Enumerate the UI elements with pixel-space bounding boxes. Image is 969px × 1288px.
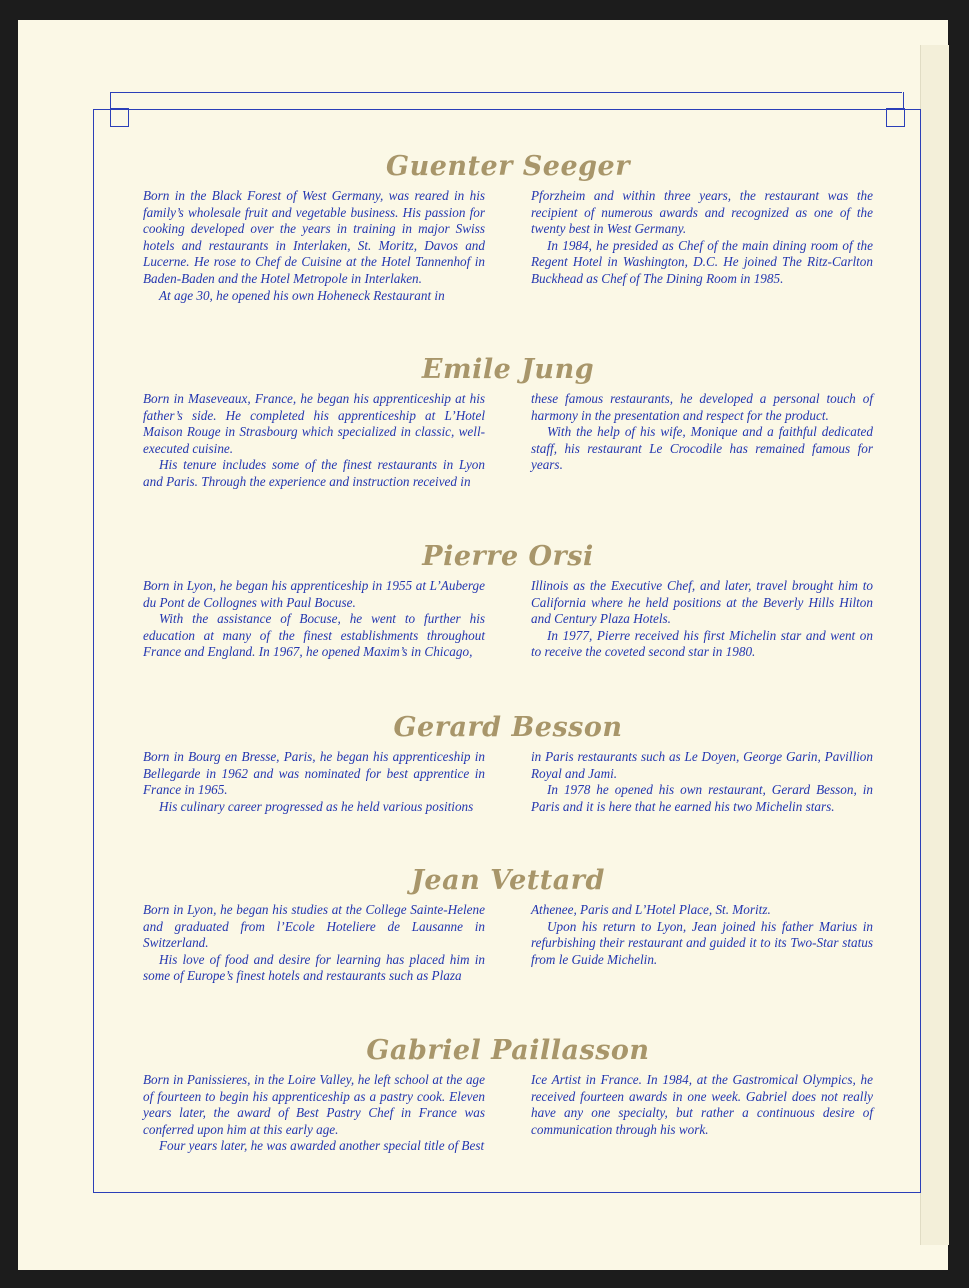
bio-paragraph: Ice Artist in France. In 1984, at the Gastromical Olympics, he received fourteen awards in one week. Gabriel does not really have any one specialty, but rather a continuous desire of communication through his work.: [531, 1072, 873, 1137]
bio-column-right: [531, 188, 873, 304]
chef-section-vettard: [143, 862, 873, 985]
bio-paragraph: His tenure includes some of the finest restaurants in Lyon and Paris. Through the experience and instruction received in: [143, 457, 485, 489]
bio-column-left: [143, 188, 485, 304]
bio-column-right: [531, 749, 873, 815]
bio-paragraph: His culinary career progressed as he held various positions: [159, 798, 474, 814]
bio-column-left: [143, 749, 485, 815]
bio-paragraph: Born in Panissieres, in the Loire Valley, he left school at the age of fourteen to begin his apprenticeship as a pastry cook. Eleven years later, the award of Best Pastry Chef in France was conferred upon him at this early age.: [143, 1072, 485, 1137]
chef-section-seeger: [143, 148, 873, 304]
frame-stem-left: [110, 92, 111, 109]
bio-paragraph: In 1978 he opened his own restaurant, Gerard Besson, in Paris and it is here that he earned his two Michelin stars.: [531, 782, 873, 814]
paper-edge: [920, 45, 949, 1245]
bio-paragraph: Upon his return to Lyon, Jean joined his father Marius in refurbishing their restaurant and guided it to its Two-Star status from le Guide Michelin.: [531, 918, 873, 967]
bio-paragraph: In 1977, Pierre received his first Michelin star and went on to receive the coveted second star in 1980.: [531, 627, 873, 660]
bio-paragraph: His love of food and desire for learning has placed him in some of Europe’s finest hotels and restaurants such as Plaza: [143, 951, 485, 984]
bio-paragraph: In 1984, he presided as Chef of the main dining room of the Regent Hotel in Washington, D.C. He joined The Ritz-Carlton Buckhead as Chef of The Dining Room in 1985.: [531, 237, 873, 286]
bio-paragraph: Born in the Black Forest of West Germany, was reared in his family’s wholesale fruit and vegetable business. His passion for cooking developed over the years in training in major Swiss hotels and restaurants in Interlaken, St. Moritz, Davos and Lucerne. He rose to Chef de Cuisine at the Hotel Tannenhof in Baden-Baden and the Hotel Metropole in Interlaken.: [143, 188, 485, 286]
bio-column-left: [143, 902, 485, 985]
chef-section-besson: [143, 709, 873, 815]
bio-paragraph: Born in Bourg en Bresse, Paris, he began his apprenticeship in Bellegarde in 1962 and was nominated for best apprentice in France in 1965.: [143, 749, 485, 798]
bio-paragraph: With the assistance of Bocuse, he went to further his education at many of the finest establishments throughout France and England. In 1967, he opened Maxim’s in Chicago,: [143, 611, 485, 660]
frame-stem-right: [903, 92, 904, 109]
bio-paragraph: At age 30, he opened his own Hoheneck Restaurant in: [159, 287, 445, 303]
bio-column-left: [143, 391, 485, 491]
bio-paragraph: in Paris restaurants such as Le Doyen, George Garin, Pavillion Royal and Jami.: [531, 749, 873, 781]
bio-paragraph: Illinois as the Executive Chef, and later, travel brought him to California where he held positions at the Beverly Hills Hilton and Century Plaza Hotels.: [531, 578, 873, 627]
bio-column-right: [531, 391, 873, 491]
chef-name: Emile Jung: [421, 354, 595, 385]
frame-top-rule: [111, 92, 902, 93]
corner-ornament-right: [886, 108, 905, 127]
bio-column-left: [143, 578, 485, 661]
bio-column-right: [531, 902, 873, 985]
chef-section-orsi: [143, 538, 873, 661]
bio-column-left: [143, 1072, 485, 1155]
bio-paragraph: Four years later, he was awarded another special title of Best: [159, 1138, 485, 1154]
bio-paragraph: Pforzheim and within three years, the restaurant was the recipient of numerous awards and recognized as one of the twenty best in West Germany.: [531, 188, 873, 237]
chef-name: Gerard Besson: [393, 712, 623, 743]
bio-paragraph: these famous restaurants, he developed a personal touch of harmony in the presentation and respect for the product.: [531, 391, 873, 423]
chef-name: Jean Vettard: [411, 865, 605, 896]
chef-name: Gabriel Paillasson: [366, 1035, 650, 1066]
bio-column-right: [531, 1072, 873, 1155]
corner-ornament-left: [110, 108, 129, 127]
chef-section-jung: [143, 351, 873, 491]
chef-section-paillasson: [143, 1032, 873, 1155]
bio-column-right: [531, 578, 873, 661]
bio-paragraph: Born in Lyon, he began his apprenticeship in 1955 at L’Auberge du Pont de Collognes with Paul Bocuse.: [143, 578, 485, 610]
bio-paragraph: Born in Lyon, he began his studies at the College Sainte-Helene and graduated from l’Ecole Hoteliere de Lausanne in Switzerland.: [143, 902, 485, 951]
chef-name: Guenter Seeger: [386, 151, 630, 182]
bio-paragraph: Born in Maseveaux, France, he began his apprenticeship at his father’s side. He completed his apprenticeship at L’Hotel Maison Rouge in Strasbourg which specialized in classic, well-executed cuisine.: [143, 391, 485, 456]
bio-paragraph: With the help of his wife, Monique and a faithful dedicated staff, his restaurant Le Crocodile has remained famous for years.: [531, 424, 873, 473]
chef-name: Pierre Orsi: [422, 541, 594, 572]
bio-paragraph: Athenee, Paris and L’Hotel Place, St. Moritz.: [531, 902, 771, 917]
